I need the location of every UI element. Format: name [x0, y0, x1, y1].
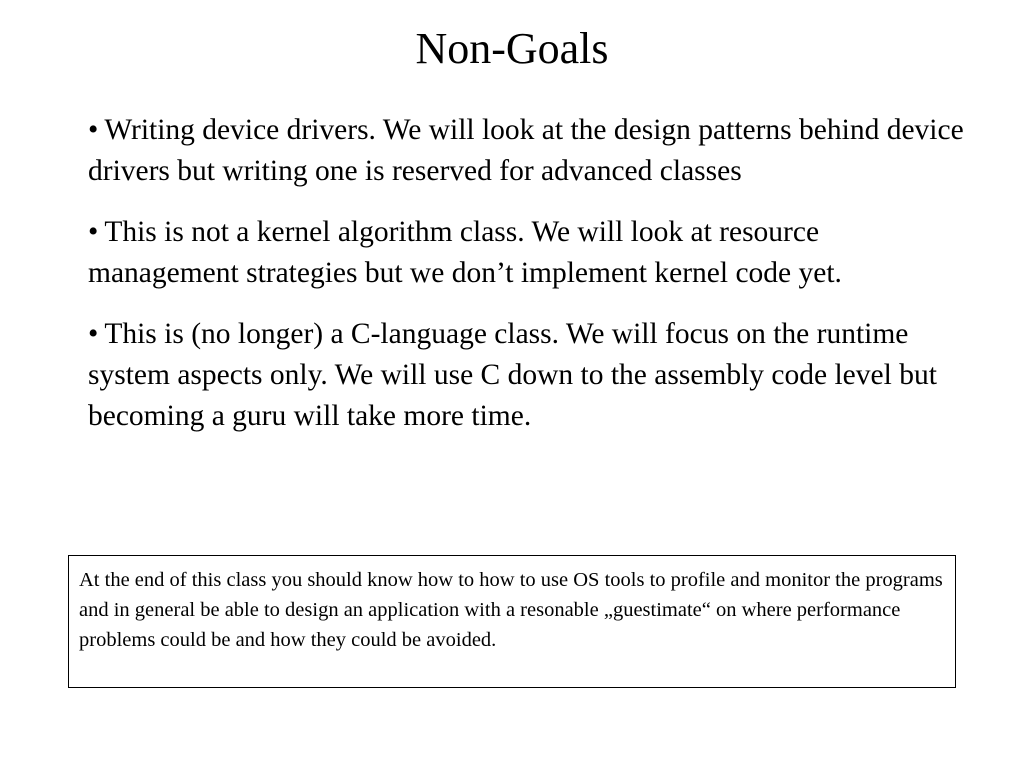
bullet-marker: • [88, 114, 99, 146]
bullet-marker: • [88, 216, 99, 248]
bullet-item [88, 110, 968, 192]
bullet-text: Writing device drivers. We will look at the design patterns behind device drivers but writing one is reserved for advanced classes [88, 114, 964, 187]
summary-note-text: At the end of this class you should know how to how to use OS tools to profile and monitor the programs and in general be able to design an application with a resonable „guestimate“ on where performance problems could be and how they could be avoided. [79, 569, 943, 651]
slide-title: Non-Goals [415, 24, 609, 73]
bullet-text: This is not a kernel algorithm class. We will look at resource management strategies but we don’t implement kernel code yet. [88, 216, 842, 289]
bullet-item [88, 314, 968, 437]
bullet-text: This is (no longer) a C-language class. We will focus on the runtime system aspects only. We will use C down to the assembly code level but becoming a guru will take more time. [88, 318, 937, 432]
bullet-marker: • [88, 318, 99, 350]
bullet-item [88, 212, 968, 294]
summary-note-box [68, 555, 956, 688]
bullet-list [88, 110, 968, 457]
